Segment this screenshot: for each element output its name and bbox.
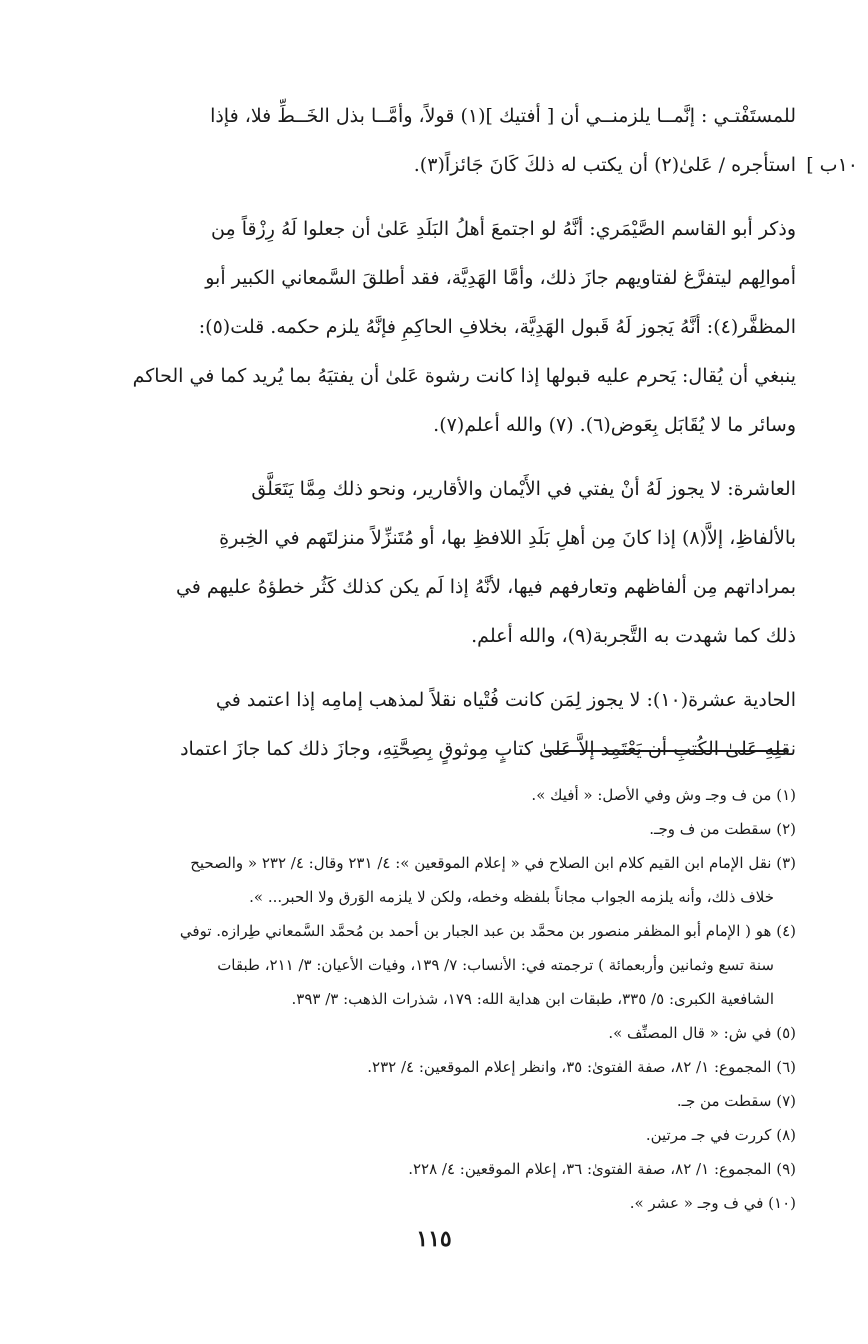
- footnote-9: (٩) المجموع: ١/ ٨٢، صفة الفتوىٰ: ٣٦، إعلام الموقعين: ٤/ ٢٢٨.: [408, 1160, 796, 1178]
- paragraph-3: [62, 465, 796, 661]
- text-line: وذكر أبو القاسم الصَّيْمَري: أنَّهُ لو اجتمعَ أهلُ البَلَدِ عَلىٰ أن جعلوا لَهُ رِزْقاً مِن: [211, 218, 796, 240]
- paragraph-4: [62, 676, 796, 774]
- text-line: للمستَفْتـي : إنَّمــا يلزمنــي أن [ أفتيك ](١) قولاً، وأمَّــا بذل الخَــطِّ فلا، فإذا: [210, 105, 796, 127]
- text-line: ينبغي أن يُقال: يَحرم عليه قبولها إذا كانت رشوة عَلىٰ أن يفتيَهُ بما يُريد كما في الحاكم: [132, 365, 796, 387]
- text-line: نقلِهِ عَلىٰ الكُتبِ أن يَعْتَمِد إلاَّ عَلىٰ كتابٍ مِوثوقٍ بِصِحَّتِهِ، وجازَ ذلك كما جازَ اعتماد: [180, 738, 796, 760]
- text-line: وسائر ما لا يُقَابَل بِعَوض(٦). (٧) والله أعلم(٧).: [433, 414, 796, 436]
- footnote-1: (١) من ف وجـ وش وفي الأصل: « أفيك ».: [531, 786, 796, 804]
- footnote-6: (٦) المجموع: ١/ ٨٢، صفة الفتوىٰ: ٣٥، وانظر إعلام الموقعين: ٤/ ٢٣٢.: [367, 1058, 796, 1076]
- folio-margin-note: ١٠ب ]: [806, 154, 858, 176]
- footnote-4-continued: الشافعية الكبرى: ٥/ ٣٣٥، طبقات ابن هداية الله: ١٧٩، شذرات الذهب: ٣/ ٣٩٣.: [291, 990, 774, 1008]
- footnote-10: (١٠) في ف وجـ « عشر ».: [629, 1194, 796, 1212]
- footnote-4-continued: سنة تسع وثمانين وأربعمائة ) ترجمته في: الأنساب: ٧/ ١٣٩، وفيات الأعيان: ٣/ ٢١١، طبقات: [217, 956, 774, 974]
- footnote-3: (٣) نقل الإمام ابن القيم كلام ابن الصلاح في « إعلام الموقعين »: ٤/ ٢٣١ وقال: ٤/ ٢٣٢ « والصحيح: [190, 854, 796, 872]
- text-line: الحادية عشرة(١٠): لا يجوز لِمَن كانت فُتْياه نقلاً لمذهب إمامِه إذا اعتمد في: [215, 689, 796, 711]
- footnotes: [62, 778, 796, 1220]
- footnote-7: (٧) سقطت من جـ.: [676, 1092, 796, 1110]
- footnote-divider: [545, 750, 788, 752]
- text-line: أموالِهم ليتفرَّغ لفتاويهم جازَ ذلك، وأمَّا الهَدِيَّة، فقد أطلقَ السَّمعاني الكبير أبو: [205, 267, 796, 289]
- paragraph-2: [62, 205, 796, 450]
- text-line: استأجره / عَلىٰ(٢) أن يكتب له ذلكَ كَانَ جَائزاً(٣).: [413, 154, 796, 176]
- footnote-8: (٨) كررت في جـ مرتين.: [645, 1126, 796, 1144]
- text-line: العاشرة: لا يجوز لَهُ أنْ يفتي في الأَيْمان والأقارير، ونحو ذلك مِمَّا يَتَعَلَّق: [251, 478, 796, 500]
- footnote-3-continued: خلاف ذلك، وأنه يلزمه الجواب مجاناً بلفظه وخطه، ولكن لا يلزمه الوَرق ولا الحبر... ».: [249, 888, 774, 906]
- footnote-2: (٢) سقطت من ف وجـ.: [649, 820, 796, 838]
- page-number: ١١٥: [416, 1226, 452, 1252]
- paragraph-1: [62, 92, 796, 190]
- footnote-5: (٥) في ش: « قال المصنِّف ».: [608, 1024, 796, 1042]
- text-line: بالألفاظِ، إلاَّ(٨) إذا كانَ مِن أهلِ بَلَدِ اللافظِ بها، أو مُتَنزِّلاً منزلتَهم في الخِبرةِ: [219, 527, 796, 549]
- text-line: بمراداتهم مِن ألفاظهم وتعارفهم فيها، لأنَّهُ إذا لَم يكن كذلك كَثُر خطؤهُ عليهم في: [175, 576, 796, 598]
- text-line: المظفَّر(٤): أنَّهُ يَجوز لَهُ قَبول الهَدِيَّة، بخلافِ الحاكِمِ فإنَّهُ يلزم حكمه. قلت(٥):: [198, 316, 796, 338]
- text-line: ذلك كما شهدت به التَّجربة(٩)، والله أعلم.: [471, 625, 796, 647]
- main-text: [62, 92, 796, 774]
- footnote-4: (٤) هو ( الإمام أبو المظفر منصور بن محمَّد بن عبد الجبار بن أحمد بن مُحمَّد السَّمعاني طِرازه. توفي: [179, 922, 796, 940]
